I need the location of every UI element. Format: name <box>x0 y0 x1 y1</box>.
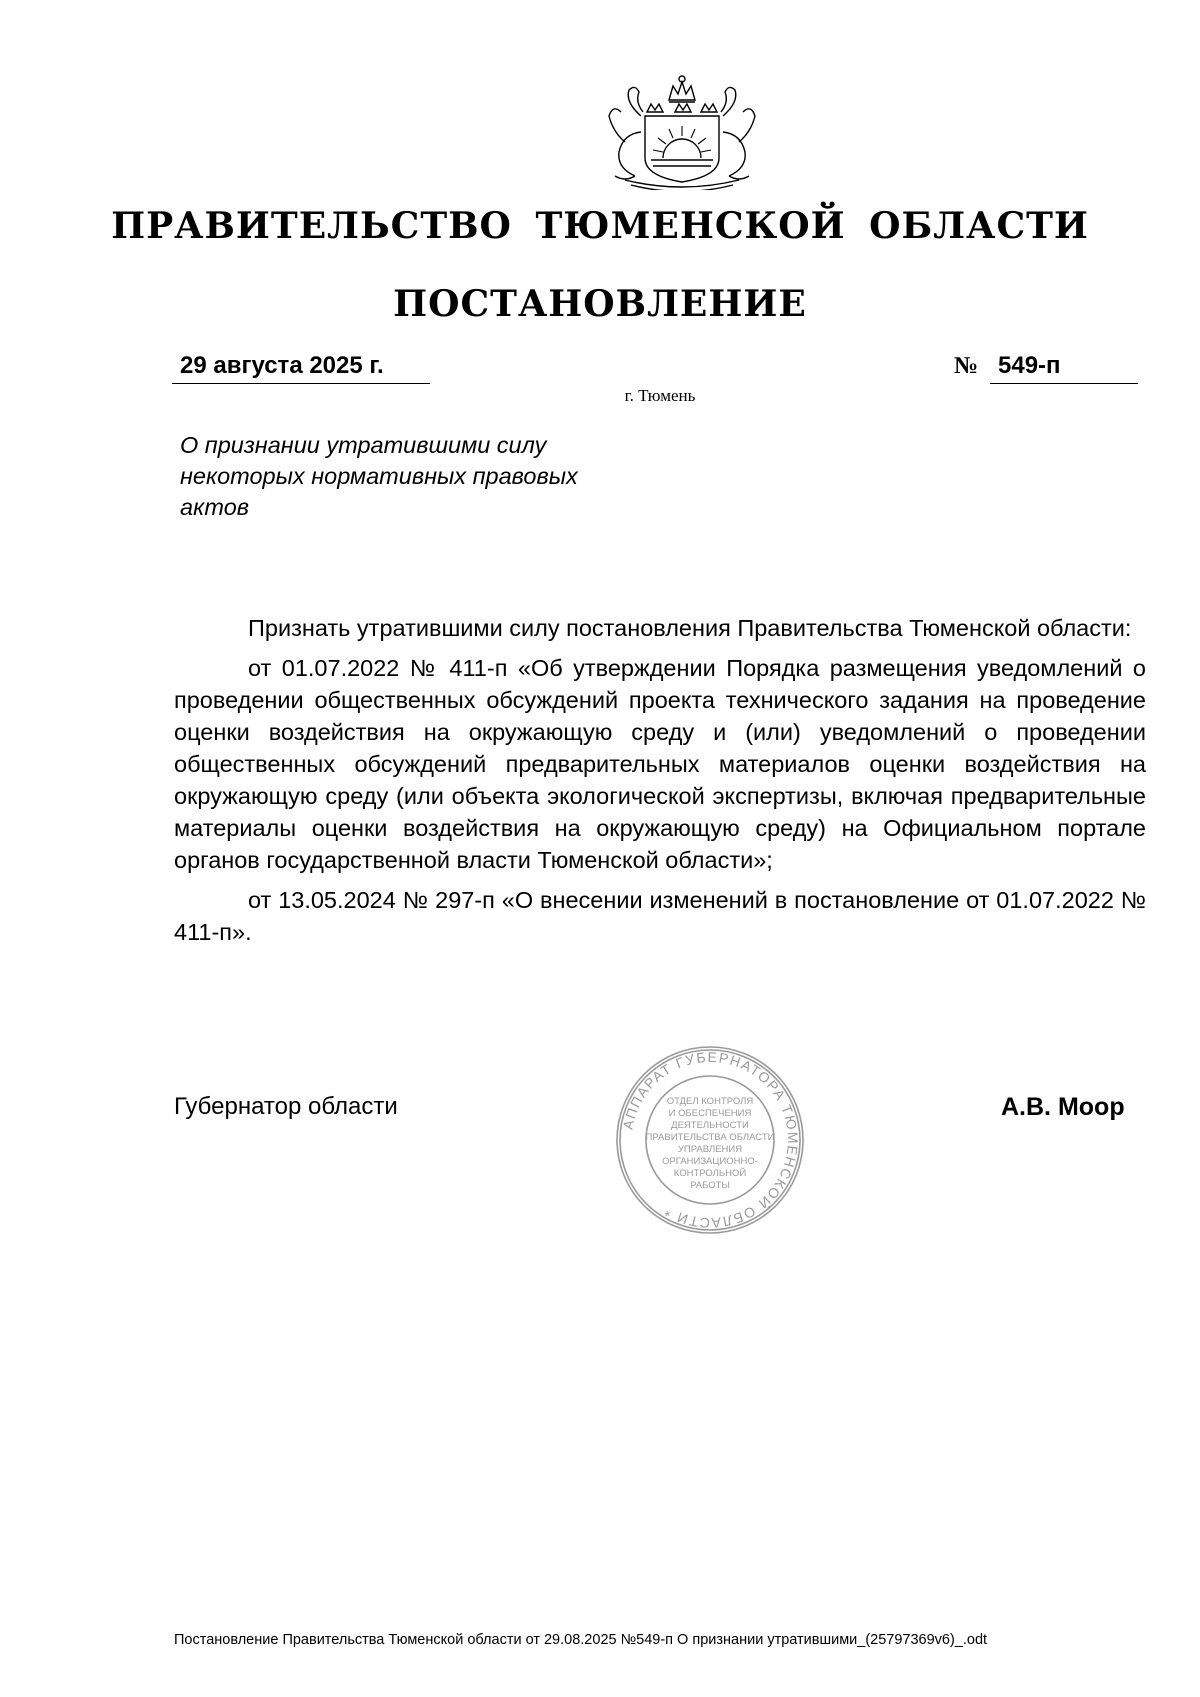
government-title: ПРАВИТЕЛЬСТВО ТЮМЕНСКОЙ ОБЛАСТИ <box>111 205 1089 247</box>
document-number-label: № <box>954 353 979 379</box>
svg-text:РАБОТЫ: РАБОТЫ <box>690 1180 730 1191</box>
signatory-role: Губернатор области <box>174 1093 398 1120</box>
document-city: г. Тюмень <box>624 386 696 405</box>
document-type-title: ПОСТАНОВЛЕНИЕ <box>393 283 807 325</box>
document-date: 29 августа 2025 г. <box>172 352 430 384</box>
document-body <box>174 612 1146 948</box>
document-number: 549-п <box>990 352 1138 384</box>
body-item: от 13.05.2024 № 297-п «О внесении изменений в постановление от 01.07.2022 № 411-п». <box>174 887 1146 945</box>
body-item: от 01.07.2022 № 411-п «Об утверждении Порядка размещения уведомлений о проведении общественных обсуждений проекта технического задания на проведение оценки воздействия на окружающую среду и (или) уведомлений о проведении общественных обсуждений предварительных материалов оценки воздействия на окружающую среду (или объекта экологической экспертизы, включая предварительные материалы оценки воздействия на окружающую среду) на Официальном портале органов государственной власти Тюменской области»; <box>174 655 1146 873</box>
svg-text:ОРГАНИЗАЦИОННО-: ОРГАНИЗАЦИОННО- <box>662 1156 758 1167</box>
signatory-name: А.В. Моор <box>1001 1093 1125 1121</box>
svg-text:ДЕЯТЕЛЬНОСТИ: ДЕЯТЕЛЬНОСТИ <box>671 1120 749 1131</box>
svg-text:И ОБЕСПЕЧЕНИЯ: И ОБЕСПЕЧЕНИЯ <box>668 1108 752 1119</box>
svg-text:АППАРАТ ГУБЕРНАТОРА ТЮМЕНСКОЙ: АППАРАТ ГУБЕРНАТОРА ТЮМЕНСКОЙ ОБЛАСТИ * <box>619 1048 802 1232</box>
official-seal-icon <box>610 1040 810 1240</box>
svg-text:ПРАВИТЕЛЬСТВА ОБЛАСТИ: ПРАВИТЕЛЬСТВА ОБЛАСТИ <box>645 1132 775 1143</box>
svg-text:ОТДЕЛ КОНТРОЛЯ: ОТДЕЛ КОНТРОЛЯ <box>666 1096 754 1107</box>
body-intro: Признать утратившими силу постановления Правительства Тюменской области: <box>248 615 1132 641</box>
svg-text:УПРАВЛЕНИЯ: УПРАВЛЕНИЯ <box>677 1144 743 1155</box>
svg-text:КОНТРОЛЬНОЙ: КОНТРОЛЬНОЙ <box>673 1168 747 1179</box>
tyumen-coat-of-arms-icon <box>595 72 770 190</box>
document-subject: О признании утратившими силу некоторых нормативных правовых актов <box>180 432 578 520</box>
document-footer: Постановление Правительства Тюменской области от 29.08.2025 №549-п О признании утратившими_(25797369v6)_.odt <box>174 1632 988 1648</box>
